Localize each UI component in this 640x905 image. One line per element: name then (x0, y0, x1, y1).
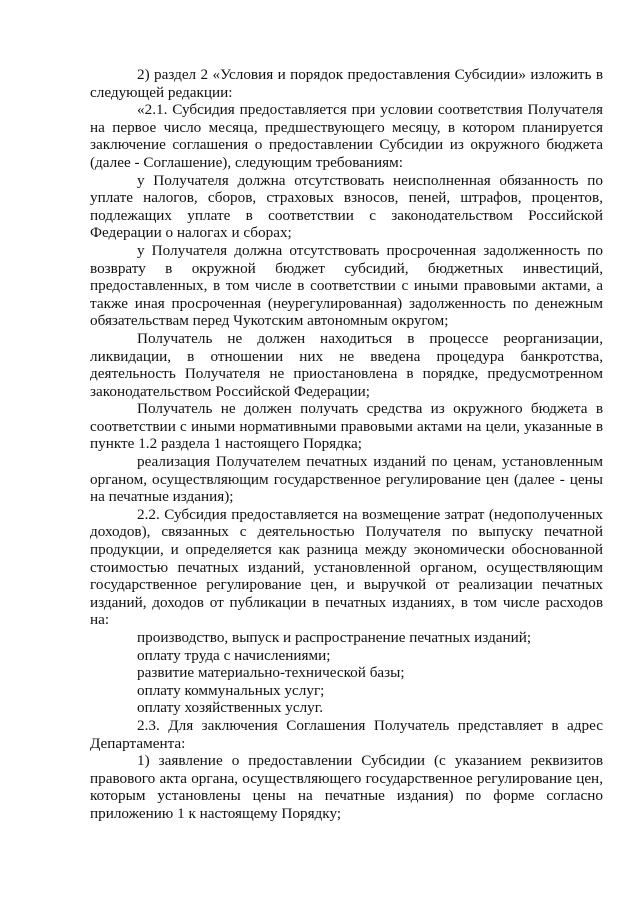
paragraph-requirement-reorganization: Получатель не должен находиться в процессе реорганизации, ликвидации, в отношении них не введена процедура банкротства, деятельность Получателя не приостановлена в порядке, предусмотренном законодательством Российской Федерации; (90, 329, 603, 400)
list-item-utilities: оплату коммунальных услуг; (137, 681, 325, 699)
paragraph-section-2-intro: 2) раздел 2 «Условия и порядок предоставления Субсидии» изложить в следующей редакции: (90, 66, 603, 101)
paragraph-2-3: 2.3. Для заключения Соглашения Получатель представляет в адрес Департамента: (90, 716, 603, 752)
list-item-development: развитие материально-технической базы; (137, 664, 405, 682)
paragraph-2-1: «2.1. Субсидия предоставляется при условии соответствия Получателя на первое число месяца, предшествующего месяцу, в котором планируется заключение соглашения о предоставлении Субсидии из окружного бюджета (далее - Соглашение), следующим требованиям: (90, 101, 603, 171)
paragraph-2-3-item-1: 1) заявление о предоставлении Субсидии (с указанием реквизитов правового акта органа, осуществляющего государственное регулирование цен, которым установлены цены на печатные издания) по форме согласно приложению 1 к настоящему Порядку; (90, 752, 603, 822)
list-item-production: производство, выпуск и распространение печатных изданий; (137, 629, 532, 646)
paragraph-requirement-debt: у Получателя должна отсутствовать просроченная задолженность по возврату в окружной бюджет субсидий, бюджетных инвестиций, предоставленных, в том числе в соответствии с иными правовыми актами, а также иная просроченная (неурегулированная) задолженность по денежным обязательствам перед Чукотским автономным округом; (90, 241, 603, 330)
paragraph-requirement-prices: реализация Получателем печатных изданий по ценам, установленным органом, осуществляющим государственное регулирование цен (далее - цены на печатные издания); (90, 453, 603, 506)
paragraph-requirement-other-funds: Получатель не должен получать средства из окружного бюджета в соответствии с иными нормативными правовыми актами на цели, указанные в пункте 1.2 раздела 1 настоящего Порядка; (90, 400, 603, 453)
list-item-household: оплату хозяйственных услуг. (137, 699, 324, 717)
document-page (90, 66, 603, 823)
paragraph-2-2: 2.2. Субсидия предоставляется на возмещение затрат (недополученных доходов), связанных с деятельностью Получателя по выпуску печатной продукции, и определяется как разница между экономически обоснованной стоимостью печатных изданий, установленной органом, осуществляющим государственное регулирование цен, и выручкой от реализации печатных изданий, доходов от публикации в печатных изданиях, в том числе расходов на: (90, 505, 603, 629)
list-item-salary: оплату труда с начислениями; (137, 646, 331, 664)
paragraph-requirement-taxes: у Получателя должна отсутствовать неисполненная обязанность по уплате налогов, сборов, страховых взносов, пеней, штрафов, процентов, подлежащих уплате в соответствии с законодательством Российской Федерации о налогах и сборах; (90, 171, 603, 242)
